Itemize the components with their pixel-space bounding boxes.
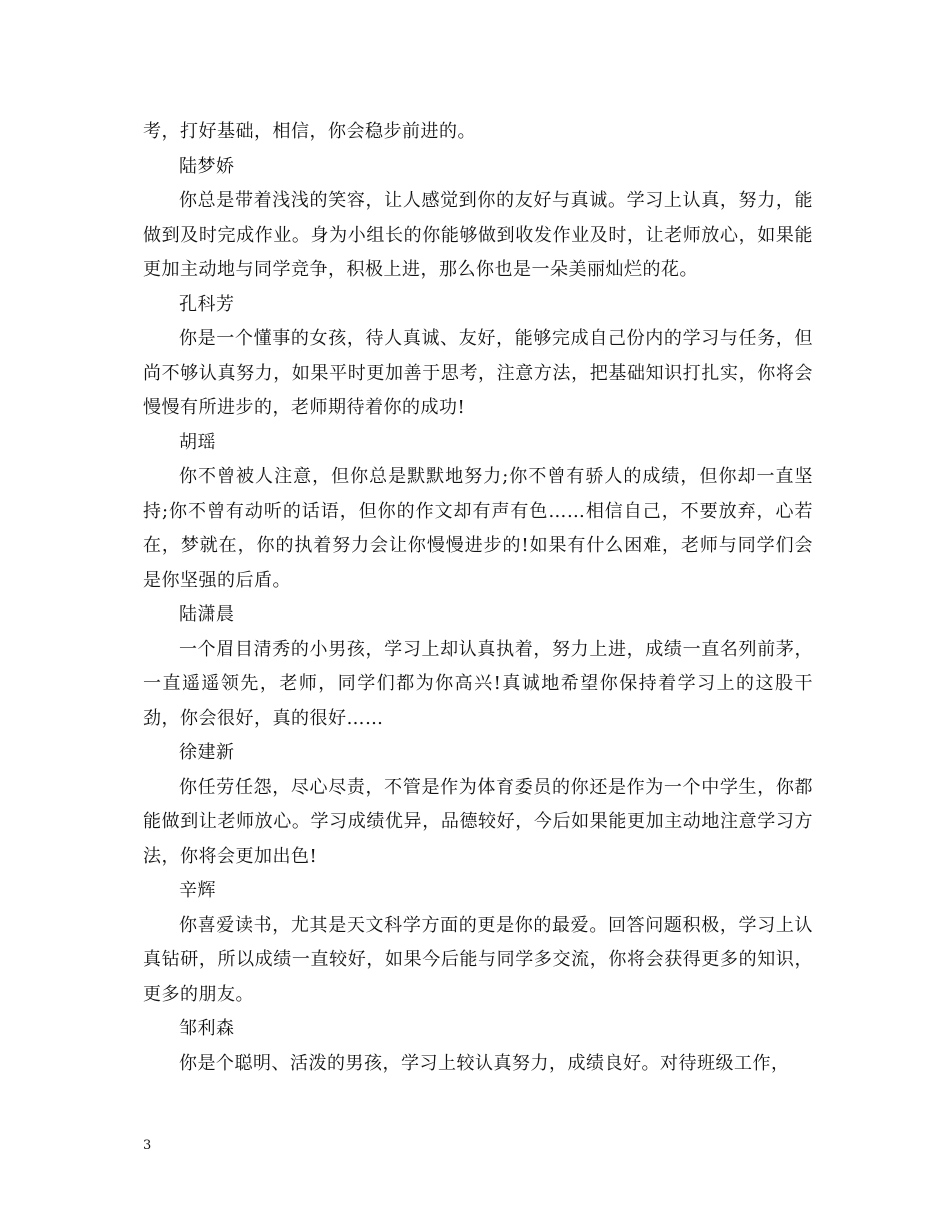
student-comment: 一个眉目清秀的小男孩，学习上却认真执着，努力上进，成绩一直名列前茅，一直遥遥领先，老师，同学们都为你高兴!真诚地希望你保持着学习上的这股干劲，你会很好，真的很好……: [143, 638, 813, 729]
student-name: 邹利森: [179, 1018, 235, 1039]
student-name: 陆梦娇: [179, 155, 235, 177]
student-comment: 你喜爱读书，尤其是天文科学方面的更是你的最爱。回答问题积极，学习上认真钻研，所以成绩一直较好，如果今后能与同学多交流，你将会获得更多的知识，更多的朋友。: [143, 914, 813, 1005]
student-comment: 你是个聪明、活泼的男孩，学习上较认真努力，成绩良好。对待班级工作，: [179, 1052, 790, 1074]
document-body: [143, 115, 813, 1081]
student-comment: 你不曾被人注意，但你总是默默地努力;你不曾有骄人的成绩，但你却一直坚持;你不曾有动听的话语，但你的作文却有声有色……相信自己，不要放弃，心若在，梦就在，你的执着努力会让你慢慢进步的!如果有什么困难，老师与同学们会是你坚强的后盾。: [143, 466, 813, 591]
opening-paragraph: 考，打好基础，相信，你会稳步前进的。: [143, 121, 476, 142]
student-name: 胡瑶: [179, 431, 216, 453]
student-name: 徐建新: [179, 742, 235, 763]
student-name: 陆潇晨: [179, 604, 235, 625]
student-name: 孔科芳: [179, 293, 235, 315]
student-comment: 你是一个懂事的女孩，待人真诚、友好，能够完成自己份内的学习与任务，但尚不够认真努力，如果平时更加善于思考，注意方法，把基础知识打扎实，你将会慢慢有所进步的，老师期待着你的成功!: [143, 328, 813, 418]
student-comment: 你任劳任怨，尽心尽责，不管是作为体育委员的你还是作为一个中学生，你都能做到让老师放心。学习成绩优异，品德较好，今后如果能更加主动地注意学习方法，你将会更加出色!: [143, 776, 813, 867]
student-name: 辛辉: [179, 880, 216, 901]
page-number: 3: [143, 1138, 152, 1153]
student-comment: 你总是带着浅浅的笑容，让人感觉到你的友好与真诚。学习上认真，努力，能做到及时完成作业。身为小组长的你能够做到收发作业及时，让老师放心，如果能更加主动地与同学竞争，积极上进，那么你也是一朵美丽灿烂的花。: [143, 190, 813, 280]
